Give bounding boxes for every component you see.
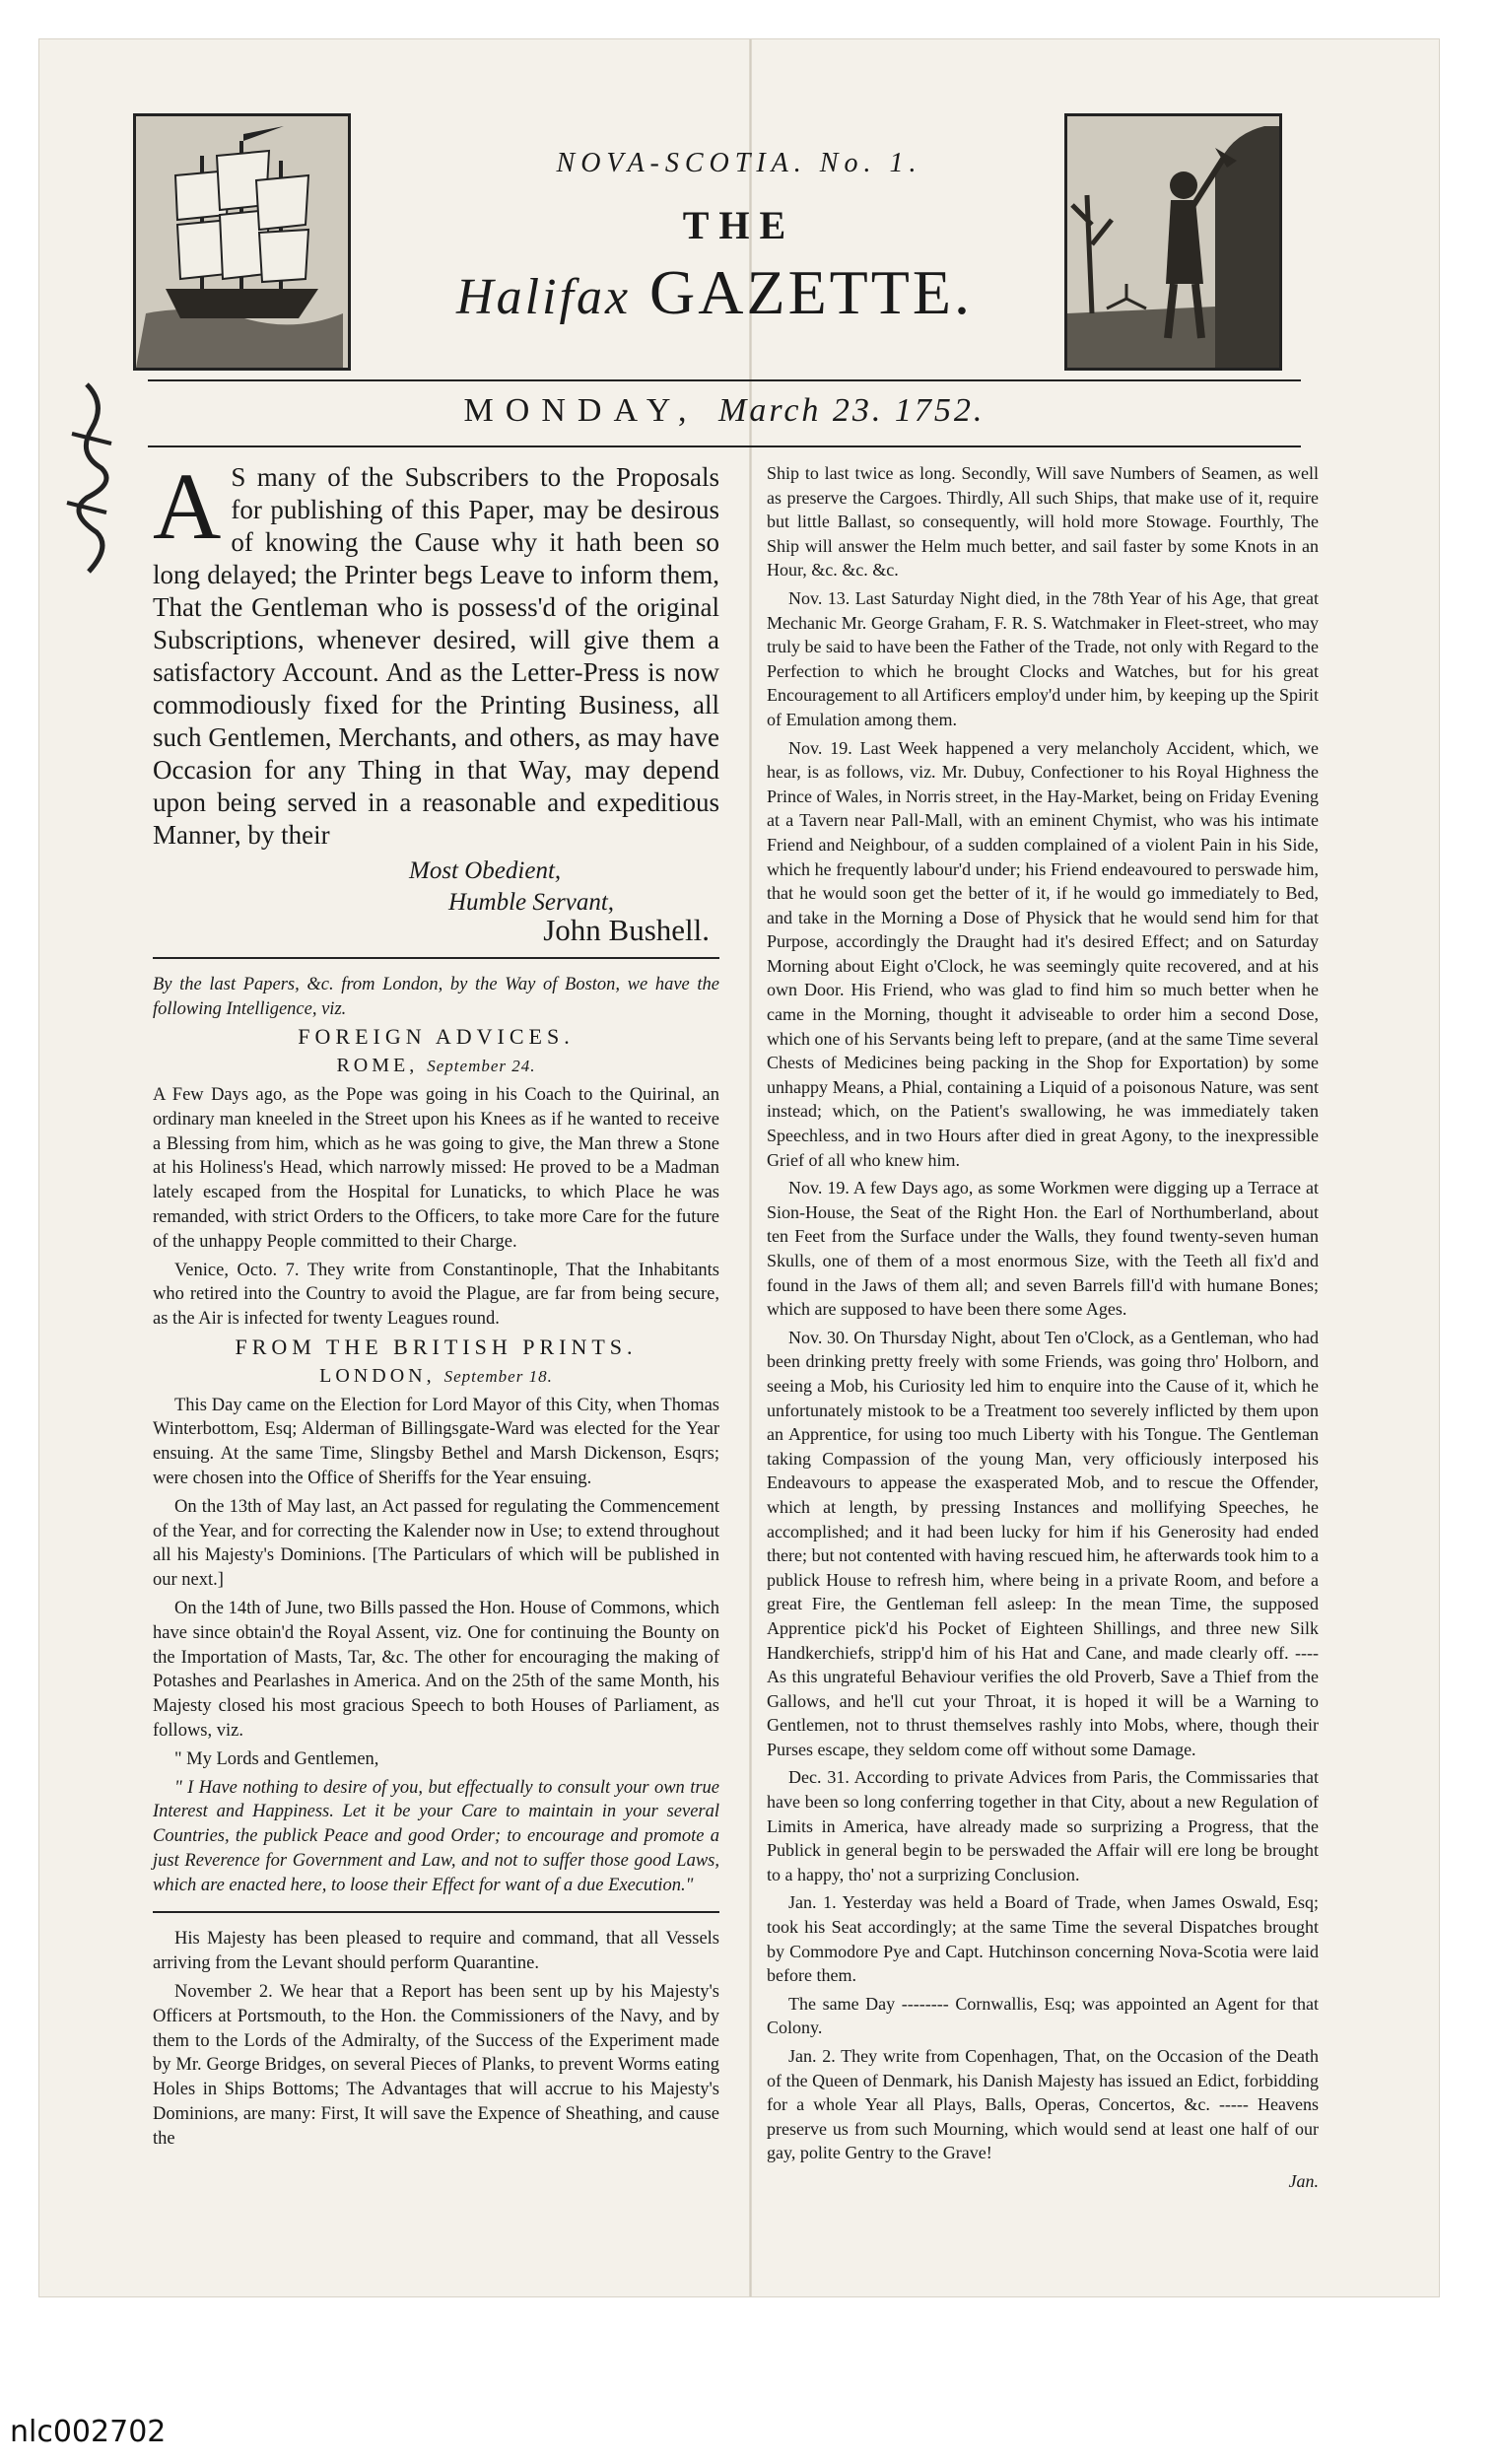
masthead-rule-top (148, 379, 1301, 381)
london-article-2: On the 13th of May last, an Act passed for regulating the Commencement of the Year, and for correcting the Kalender now in Use; to extend throughout all his Majesty's Dominions. [The Particulars of which will be published in our next.] (153, 1496, 719, 1591)
foreign-advices-heading: FOREIGN ADVICES. (298, 1024, 575, 1050)
handwriting-icon (47, 375, 136, 582)
masthead-pretitle (512, 148, 966, 179)
quarantine-notice: His Majesty has been pleased to require and command, that all Vessels arriving from the Levant should perform Quarantine. (153, 1929, 719, 1974)
london-article-3: On the 14th of June, two Bills passed the Hon. House of Commons, which have since obtain'd the Royal Assent, viz. One for continuing the Bounty on the Importation of Masts, Tar, &c. The other for encouraging the making of Potashes and Pearlashes in America. And on the 25th of the same Month, his Majesty closed his most gracious Speech to both Houses of Parliament, as follows, viz. (153, 1598, 719, 1741)
london-place: LONDON, (319, 1364, 436, 1387)
continuation-text: Ship to last twice as long. Secondly, Will save Numbers of Seamen, as well as preserve the Cargoes. Thirdly, All such Ships, that make use of it, require but little Ballast, so consequently, will hold more Stowage. Fourthly, The Ship will answer the Helm much better, and sail faster by some Knots in an Hour, &c. &c. &c. (767, 463, 1319, 581)
speech-divider (153, 1911, 719, 1913)
sign-line-2: Humble Servant, (448, 889, 615, 916)
province-name: NOVA-SCOTIA. (556, 148, 807, 178)
dateline-day: MONDAY, (463, 392, 699, 429)
masthead-title (370, 256, 1059, 329)
rome-article: A Few Days ago, as the Pope was going in his Coach to the Quirinal, an ordinary man kneeled in the Street upon his Knees as if he wanted to receive a Blessing from him, which as he was going to give, the Man threw a Stone at his Holiness's Head, which narrowly missed: He proved to be a Madman lately escaped from the Hospital for Lunaticks, to which Place he was remanded, with strict Orders to the Officers, to take more Care for the future of the unhappy People committed to their Charge. (153, 1084, 719, 1252)
speech-salutation: " My Lords and Gentlemen, (174, 1748, 379, 1769)
printer-notice (153, 453, 719, 852)
nov-19-accident-article: Nov. 19. Last Week happened a very melancholy Accident, which, we hear, is as follows, viz. Mr. Dubuy, Confectioner to his Royal Highness the Prince of Wales, in Norris street, in the Hay-Market, being on Friday Evening at a Tavern near Pall-Mall, with an eminent Chymist, who was his intimate Friend and Neighbour, of a sudden complained of a violent Pain in his Side, which he frequently labour'd under; his Friend endeavoured to perswade him, that he would soon get the better of it, if he would go immediately to Bed, and take in the Morning a Dose of Physick that he would send him for that Purpose, accordingly the Draught had it's desired Effect; and on Saturday Morning about Eight o'Clock, he was seemingly quite recovered, and at his own Door. His Friend, who was glad to find him so much better when he came in the Morning, thought it adviseable to order him a second Dose, which one of his Servants being left to prepare, (and at the same Time several Chests of Medicines being packing in the Shop for Exportation) by some unhappy Means, a Phial, containing a Liquid of a poisonous Nature, was sent instead; which, on the Patient's swallowing, he was immediately taken Speechless, and in two Hours after died in great Agony, to the inexpressible Grief of all who knew him. (767, 737, 1319, 1170)
jan-1-article: Jan. 1. Yesterday was held a Board of Trade, when James Oswald, Esq; took his Seat accordingly; at the same Time the several Dispatches brought by Commodore Pye and Capt. Hutchinson concerning Nova-Scotia were laid before them. (767, 1892, 1319, 1986)
right-column (767, 461, 1319, 2198)
sign-off (409, 856, 719, 919)
nov-30-article: Nov. 30. On Thursday Night, about Ten o'Clock, as a Gentleman, who had been drinking pretty freely with some Friends, was going thro' Holborn, and seeing a Mob, his Curiosity led him to enquire into the Cause of it, which he unfortunately mistook to be a Treatment too severely inflicted by them upon an Apprentice, for using too much Liberty with his Tongue. The Gentleman taking Compassion of the young Man, very officiously interposed his Endeavours to appease the exasperated Mob, and to rescue the Offender, which at length, by pressing Instances and mollifying Speeches, he accomplished; and it had been lucky for him if his Generosity had ended there; but not contented with having rescued him, he afterwards took him to a publick House to refresh him, where being in a private Room, and before a great Fire, the Gentleman fell asleep: In the mean Time, the supposed Apprentice pick'd his Pocket of Eighteen Shillings, and three new Silk Handkerchiefs, stripp'd him of his Hat and Cane, and made clearly off. ---- As this ungrateful Behaviour verifies the old Proverb, Save a Thief from the Gallows, and he'll cut your Throat, it is hoped it will be a Warning to Gentlemen, not to thrust themselves rashly into Mobs, where, though their Purses escape, they seldom come off without some Damage. (767, 1327, 1319, 1759)
title-caps: GAZETTE. (649, 257, 973, 327)
ship-icon (136, 116, 348, 368)
catchword: Jan. (1288, 2170, 1319, 2191)
london-dateline (153, 1364, 719, 1390)
rome-dateline (153, 1054, 719, 1079)
london-article-1: This Day came on the Election for Lord Mayor of this City, when Thomas Winterbottom, Esq; Alderman of Billingsgate-Ward was elected for the Year ensuing. At the same Time, Slingsby Bethel and Marsh Dickenson, Esqrs; were chosen into the Office of Sheriffs for the Year ensuing. (153, 1395, 719, 1488)
nov-19-skulls-article: Nov. 19. A few Days ago, as some Workmen were digging up a Terrace at Sion-House, the Seat of the Right Hon. the Earl of Northumberland, about ten Feet from the Surface under the Walls, they found twenty-seven human Skulls, one of them of a most enormous Size, with the Teeth all fix'd and found in the Jaws of them all; and seven Barrels fill'd with humane Bones; which are supposed to have been there some Ages. (767, 1178, 1319, 1320)
november-2-article: November 2. We hear that a Report has been sent up by his Majesty's Officers at Portsmouth, to the Hon. the Commissioners of the Navy, and by them to the Lords of the Admiralty, of the Success of the Experiment made by Mr. George Bridges, on several Pieces of Planks, to prevent Worms eating Holes in Ships Bottoms; The Advantages that will accrue to his Majesty's Dominions, are many: First, It will save the Expence of Sheathing, and cause the (153, 1982, 719, 2149)
rome-place: ROME, (336, 1055, 419, 1077)
masthead-rule-bottom (148, 445, 1301, 447)
title-italic: Halifax (456, 269, 632, 325)
settler-icon (1067, 116, 1279, 368)
venice-article: Venice, Octo. 7. They write from Constantinople, That the Inhabitants who retired into the Country to avoid the Plague, are far from being secure, as the Air is infected for twenty Leagues round. (153, 1260, 719, 1330)
printer-signature: John Bushell. (543, 913, 710, 947)
intro-line: By the last Papers, &c. from London, by the Way of Boston, we have the following Intelligence, viz. (153, 974, 719, 1019)
handwritten-signature (47, 375, 136, 582)
dec-31-article: Dec. 31. According to private Advices from Paris, the Commissaries that have been so long conferring together in that City, about a new Regulation of Limits in America, have already made so surprizing a Progress, that the Publick in general begin to be perswaded the Affair will ere long be brought to a happy, tho' not a surprizing Conclusion. (767, 1767, 1319, 1884)
settler-woodcut (1064, 113, 1282, 371)
london-date: September 18. (443, 1366, 553, 1386)
left-column (153, 453, 719, 2156)
issue-number: No. 1. (819, 148, 922, 178)
catalog-id: nlc002702 (10, 2415, 167, 2449)
kings-speech: " I Have nothing to desire of you, but effectually to consult your own true Interest and Happiness. Let it be your Care to maintain in your several Countries, the publick Peace and good Order; to encourage and promote a just Reverence for Government and Law, and not to suffer those good Laws, which are enacted here, to loose their Effect for want of a due Execution." (153, 1777, 719, 1895)
dateline-date: March 23. 1752. (718, 392, 986, 429)
notice-dropcap: A (153, 453, 222, 559)
nov-13-article: Nov. 13. Last Saturday Night died, in the 78th Year of his Age, that great Mechanic Mr. George Graham, F. R. S. Watchmaker in Fleet-street, who may truly be said to have been the Father of the Trade, not only with Regard to the Perfection to which he brought Clocks and Watches, but for his great Encouragement to all Artificers employ'd under him, by keeping up the Spirit of Emulation among them. (767, 587, 1319, 729)
dateline (148, 392, 1301, 430)
ship-woodcut (133, 113, 351, 371)
same-day-article: The same Day -------- Cornwallis, Esq; was appointed an Agent for that Colony. (767, 1993, 1319, 2038)
section-divider (153, 957, 719, 959)
notice-text: S many of the Subscribers to the Proposals for publishing of this Paper, may be desirous of knowing the Cause why it hath been so long delayed; the Printer begs Leave to inform them, That the Gentleman who is possess'd of the original Subscriptions, whenever desired, will give them a satisfactory Account. And as the Letter-Press is now commodiously fixed for the Printing Business, all such Gentlemen, Merchants, and others, as may have Occasion for any Thing in that Way, may depend upon being served in a reasonable and expeditious Manner, by their (153, 462, 719, 850)
jan-2-article: Jan. 2. They write from Copenhagen, That, on the Occasion of the Death of the Queen of Denmark, his Danish Majesty has issued an Edict, forbidding for a whole Year all Plays, Balls, Operas, Concertos, &c. ----- Heavens preserve us from such Mourning, which would send at least one half of our gay, polite Gentry to the Grave! (767, 2046, 1319, 2163)
rome-date: September 24. (427, 1057, 536, 1076)
sign-line-1: Most Obedient, (409, 857, 562, 884)
british-prints-heading: FROM THE BRITISH PRINTS. (235, 1334, 638, 1359)
page-fold (749, 39, 752, 2296)
masthead-the: THE (682, 203, 796, 247)
